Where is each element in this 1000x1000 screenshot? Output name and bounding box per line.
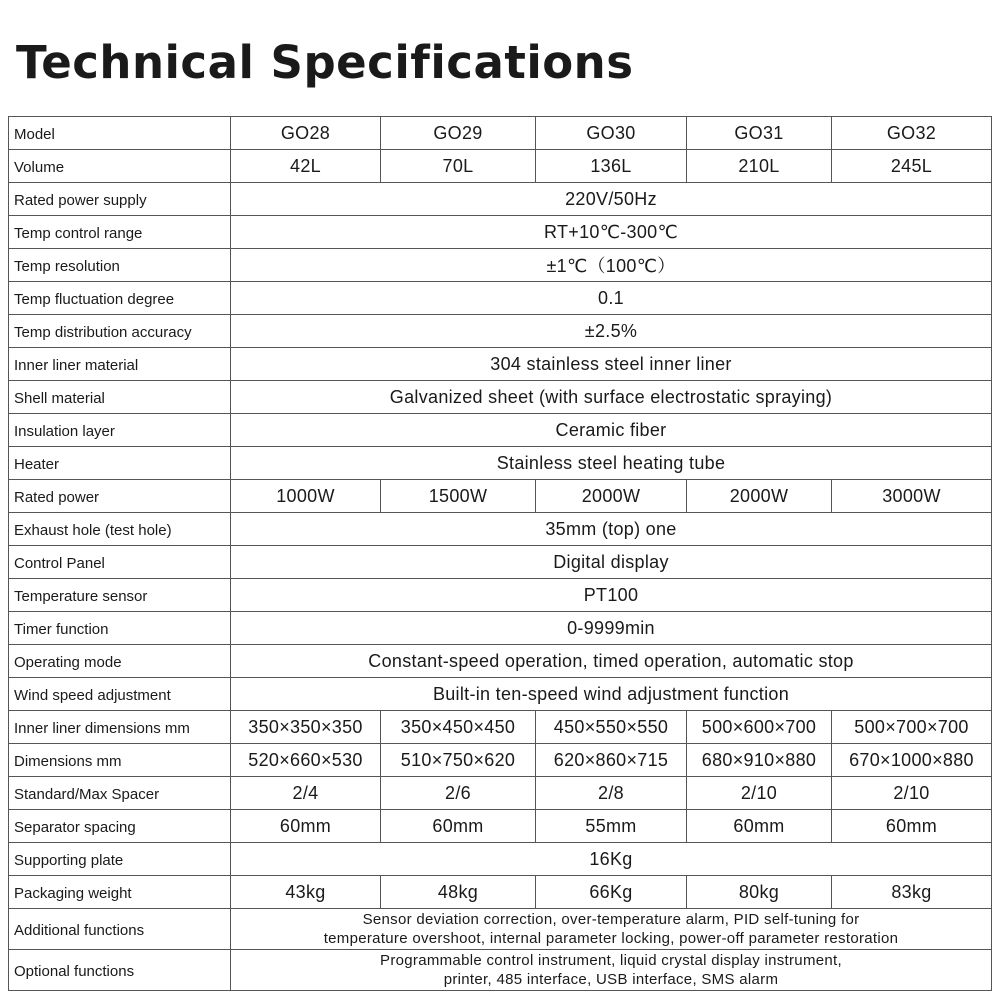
table-row-shell-material [9,381,992,414]
row-label: Control Panel [9,546,231,579]
table-row-control-panel [9,546,992,579]
rated-power-cell: 1000W [231,480,381,513]
inner-dimensions-cell: 350×450×450 [381,711,536,744]
row-value: RT+10℃-300℃ [231,216,992,249]
volume-cell: 136L [536,150,687,183]
row-label: Temp resolution [9,249,231,282]
separator-spacing-cell: 60mm [231,810,381,843]
row-label: Temperature sensor [9,579,231,612]
spacer-cell: 2/10 [687,777,832,810]
dimensions-cell: 680×910×880 [687,744,832,777]
row-label: Operating mode [9,645,231,678]
row-label: Temp control range [9,216,231,249]
row-value: Stainless steel heating tube [231,447,992,480]
dimensions-cell: 510×750×620 [381,744,536,777]
table-row-supporting-plate [9,843,992,876]
separator-spacing-cell: 55mm [536,810,687,843]
row-value: Built-in ten-speed wind adjustment function [231,678,992,711]
row-label: Volume [9,150,231,183]
row-label: Rated power supply [9,183,231,216]
row-label: Supporting plate [9,843,231,876]
table-row-heater [9,447,992,480]
table-row-volume [9,150,992,183]
table-row-operating-mode [9,645,992,678]
row-label: Heater [9,447,231,480]
table-row-model [9,117,992,150]
table-row-insulation-layer [9,414,992,447]
table-row-temperature-sensor [9,579,992,612]
table-row-separator-spacing [9,810,992,843]
row-label: Timer function [9,612,231,645]
rated-power-cell: 1500W [381,480,536,513]
row-label: Optional functions [9,950,231,991]
packaging-weight-cell: 80kg [687,876,832,909]
model-cell: GO32 [832,117,992,150]
packaging-weight-cell: 83kg [832,876,992,909]
row-label: Temp fluctuation degree [9,282,231,315]
row-label: Wind speed adjustment [9,678,231,711]
table-row-exhaust-hole [9,513,992,546]
table-row-inner-dimensions [9,711,992,744]
optional-functions-line: printer, 485 interface, USB interface, SMS alarm [443,971,779,988]
additional-functions-line: Sensor deviation correction, over-temperature alarm, PID self-tuning for [362,911,860,928]
model-cell: GO31 [687,117,832,150]
row-value [231,950,992,991]
table-row-inner-liner-material [9,348,992,381]
row-value: Digital display [231,546,992,579]
row-label: Packaging weight [9,876,231,909]
table-row-temp-fluctuation [9,282,992,315]
inner-dimensions-cell: 350×350×350 [231,711,381,744]
row-label: Inner liner dimensions mm [9,711,231,744]
volume-cell: 70L [381,150,536,183]
dimensions-cell: 620×860×715 [536,744,687,777]
separator-spacing-cell: 60mm [832,810,992,843]
row-label: Model [9,117,231,150]
volume-cell: 42L [231,150,381,183]
table-row-dimensions [9,744,992,777]
row-label: Rated power [9,480,231,513]
row-label: Exhaust hole (test hole) [9,513,231,546]
table-row-rated-power-supply [9,183,992,216]
packaging-weight-cell: 66Kg [536,876,687,909]
table-row-temp-distribution [9,315,992,348]
model-cell: GO29 [381,117,536,150]
row-value: Galvanized sheet (with surface electrostatic spraying) [231,381,992,414]
model-cell: GO30 [536,117,687,150]
volume-cell: 245L [832,150,992,183]
row-value: Constant-speed operation, timed operation, automatic stop [231,645,992,678]
inner-dimensions-cell: 450×550×550 [536,711,687,744]
row-value: PT100 [231,579,992,612]
row-value: 0.1 [231,282,992,315]
inner-dimensions-cell: 500×700×700 [832,711,992,744]
model-cell: GO28 [231,117,381,150]
optional-functions-line: Programmable control instrument, liquid crystal display instrument, [380,952,842,969]
row-label: Shell material [9,381,231,414]
row-label: Dimensions mm [9,744,231,777]
table-row-timer-function [9,612,992,645]
separator-spacing-cell: 60mm [381,810,536,843]
packaging-weight-cell: 43kg [231,876,381,909]
spec-table [8,116,992,991]
spacer-cell: 2/10 [832,777,992,810]
separator-spacing-cell: 60mm [687,810,832,843]
dimensions-cell: 520×660×530 [231,744,381,777]
row-value: ±1℃（100℃） [231,249,992,282]
dimensions-cell: 670×1000×880 [832,744,992,777]
packaging-weight-cell: 48kg [381,876,536,909]
row-label: Inner liner material [9,348,231,381]
spacer-cell: 2/4 [231,777,381,810]
row-label: Standard/Max Spacer [9,777,231,810]
row-value: 304 stainless steel inner liner [231,348,992,381]
row-label: Temp distribution accuracy [9,315,231,348]
rated-power-cell: 3000W [832,480,992,513]
rated-power-cell: 2000W [687,480,832,513]
volume-cell: 210L [687,150,832,183]
row-label: Additional functions [9,909,231,950]
table-row-temp-control-range [9,216,992,249]
table-row-wind-speed [9,678,992,711]
spacer-cell: 2/6 [381,777,536,810]
row-value [231,909,992,950]
additional-functions-line: temperature overshoot, internal parameter locking, power-off parameter restoration [323,930,899,947]
table-row-spacer [9,777,992,810]
page-title: Technical Specifications [16,36,634,89]
row-value: 0-9999min [231,612,992,645]
table-row-packaging-weight [9,876,992,909]
row-label: Insulation layer [9,414,231,447]
row-value: ±2.5% [231,315,992,348]
row-value: 35mm (top) one [231,513,992,546]
table-row-temp-resolution [9,249,992,282]
table-row-additional-functions [9,909,992,950]
table-row-rated-power [9,480,992,513]
rated-power-cell: 2000W [536,480,687,513]
spacer-cell: 2/8 [536,777,687,810]
row-value: Ceramic fiber [231,414,992,447]
row-label: Separator spacing [9,810,231,843]
inner-dimensions-cell: 500×600×700 [687,711,832,744]
table-row-optional-functions [9,950,992,991]
row-value: 16Kg [231,843,992,876]
row-value: 220V/50Hz [231,183,992,216]
